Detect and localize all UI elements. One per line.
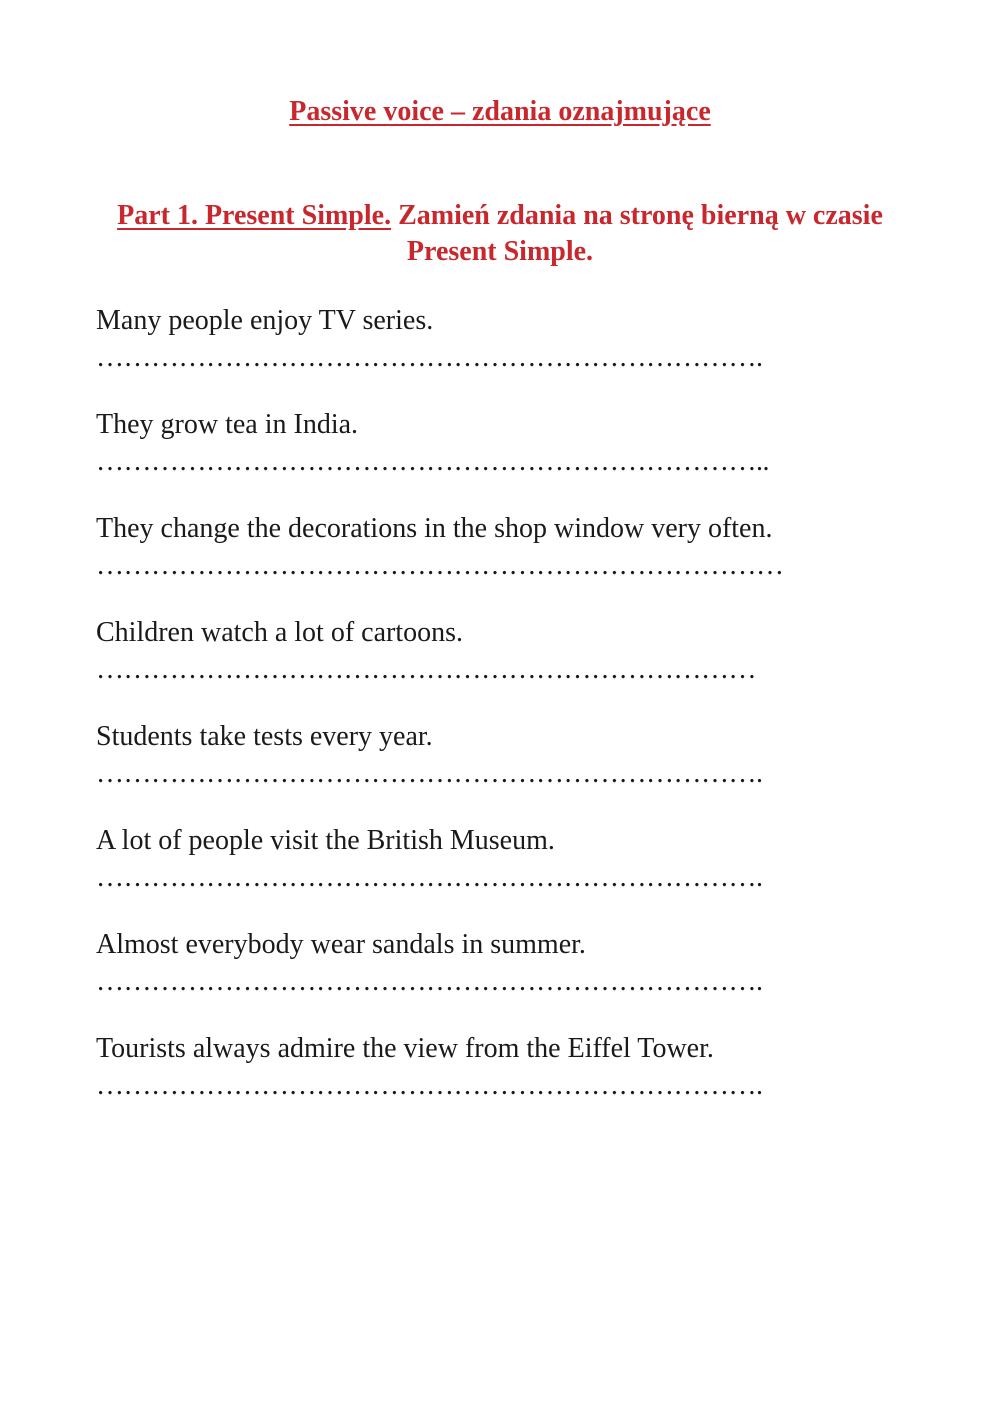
answer-line[interactable]: ………………………………………………………………. bbox=[96, 862, 763, 893]
exercise-sentence: Tourists always admire the view from the Eiffel Tower. bbox=[96, 1033, 714, 1064]
answer-line[interactable]: ……………………………………………………………… bbox=[96, 654, 756, 685]
part-heading bbox=[110, 198, 890, 270]
answer-line[interactable]: ………………………………………………………………… bbox=[96, 550, 784, 581]
answer-line[interactable]: ……………………………………………………………….. bbox=[96, 446, 769, 477]
exercise-item bbox=[96, 822, 916, 926]
answer-line[interactable]: ………………………………………………………………. bbox=[96, 1070, 763, 1101]
exercise-sentence: Many people enjoy TV series. bbox=[96, 305, 434, 336]
answer-line[interactable]: ………………………………………………………………. bbox=[96, 342, 763, 373]
exercise-item bbox=[96, 1030, 916, 1134]
exercise-sentence: They change the decorations in the shop window very often. bbox=[96, 513, 773, 544]
exercise-item bbox=[96, 926, 916, 1030]
exercise-item bbox=[96, 510, 916, 614]
exercise-item bbox=[96, 718, 916, 822]
exercise-list bbox=[96, 302, 916, 1134]
exercise-sentence: They grow tea in India. bbox=[96, 409, 359, 440]
answer-line[interactable]: ………………………………………………………………. bbox=[96, 758, 763, 789]
exercise-item bbox=[96, 406, 916, 510]
exercise-sentence: Almost everybody wear sandals in summer. bbox=[96, 929, 586, 960]
part-label: Part 1. Present Simple. bbox=[117, 200, 392, 231]
part-instruction: Zamień zdania na stronę bierną w czasie Present Simple. bbox=[391, 200, 883, 267]
exercise-item bbox=[96, 302, 916, 406]
exercise-sentence: A lot of people visit the British Museum. bbox=[96, 825, 555, 856]
answer-line[interactable]: ………………………………………………………………. bbox=[96, 966, 763, 997]
exercise-sentence: Students take tests every year. bbox=[96, 721, 433, 752]
worksheet-title: Passive voice – zdania oznajmujące bbox=[289, 96, 711, 127]
exercise-sentence: Children watch a lot of cartoons. bbox=[96, 617, 464, 648]
exercise-item bbox=[96, 614, 916, 718]
